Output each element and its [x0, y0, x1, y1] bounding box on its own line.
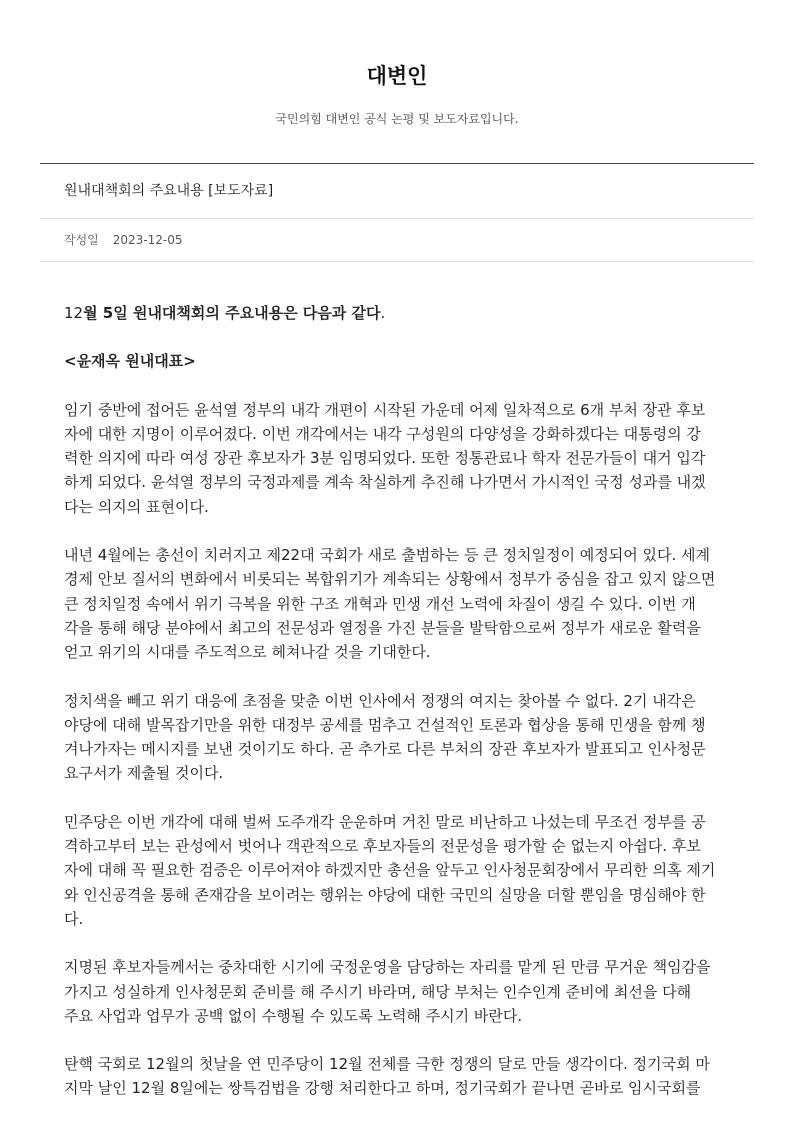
site-description: 국민의힘 대변인 공식 논평 및 보도자료입니다. — [275, 112, 519, 126]
post-date: 2023-12-05 — [112, 233, 183, 247]
header-divider — [40, 163, 754, 164]
paragraph: 내년 4월에는 총선이 치러지고 제22대 국회가 새로 출범하는 등 큰 정치일정이 예정되어 있다. 세계 경제 안보 질서의 변화에서 비롯되는 복합위기가 계속되는 상황에서 정부가 중심을 잡고 있지 않으면 큰 정치일정 속에서 위기 극복을 위한 구조 개혁과 민생 개선 노력에 차질이 생길 수 있다. 이번 개 각을 통해 해당 분야에서 최고의 전문성과 열정을 가진 분들을 발탁함으로써 정부가 새로운 활력을 얻고 위기의 시대를 주도적으로 헤쳐나갈 것을 기대한다. — [64, 546, 716, 662]
article-body — [64, 301, 734, 1125]
lead-period: . — [380, 304, 386, 322]
paragraph: 민주당은 이번 개각에 대해 벌써 도주개각 운운하며 거친 말로 비난하고 나섰는데 무조건 정부를 공 격하고부터 보는 관성에서 벗어나 객관적으로 후보자들의 전문성을 평가할 순 없는지 아쉽다. 후보 자에 대해 꼭 필요한 검증은 이루어져야 하겠지만 총선을 앞두고 인사청문회장에서 무리한 의혹 제기 와 인신공격을 통해 존재감을 보이려는 행위는 야당에 대한 국민의 실망을 더할 뿐임을 명심해야 한 다. — [64, 812, 716, 928]
paragraph: 임기 중반에 접어든 윤석열 정부의 내각 개편이 시작된 가운데 어제 일차적으로 6개 부처 장관 후보 자에 대한 지명이 이루어졌다. 이번 개각에서는 내각 구성원의 다양성을 강화하겠다는 대통령의 강 력한 의지에 따라 여성 장관 후보자가 3분 임명되었다. 또한 정통관료나 학자 전문가들이 대거 입각 하게 되었다. 윤석열 정부의 국정과제를 계속 착실하게 추진해 나가면서 가시적인 국정 성과를 내겠 다는 의지의 표현이다. — [64, 400, 706, 516]
section-heading: <윤재옥 원내대표> — [64, 352, 196, 371]
paragraph: 정치색을 빼고 위기 대응에 초점을 맞춘 이번 인사에서 정쟁의 여지는 찾아볼 수 없다. 2기 내각은 야당에 대해 발목잡기만을 위한 대정부 공세를 멈추고 건설적인 토론과 협상을 통해 민생을 함께 챙 겨나가자는 메시지를 보낸 것이기도 하다. 곧 추가로 다른 부처의 장관 후보자가 발표되고 인사청문 요구서가 제출될 것이다. — [64, 691, 706, 783]
title-divider — [40, 218, 754, 219]
site-title[interactable]: 대변인 — [366, 64, 428, 88]
lead-bold-text: 월 5일 원내대책회의 주요내용은 다음과 같다 — [83, 304, 381, 322]
lead-line — [64, 301, 734, 325]
post-title: 원내대책회의 주요내용 [보도자료] — [64, 183, 274, 199]
paragraph: 지명된 후보자들께서는 중차대한 시기에 국정운영을 담당하는 자리를 맡게 된 만큼 무거운 책임감을 가지고 성실하게 인사청문회 준비를 해 주시기 바라며, 해당 부처는 인수인계 준비에 최선을 다해 주요 사업과 업무가 공백 없이 수행될 수 있도록 노력해 주시기 바란다. — [64, 958, 711, 1025]
meta-divider — [40, 261, 754, 262]
lead-number: 12 — [64, 304, 84, 322]
date-label: 작성일 — [64, 233, 99, 247]
site-header — [0, 0, 794, 127]
post-meta — [64, 231, 183, 249]
paragraph: 탄핵 국회로 12월의 첫날을 연 민주당이 12월 전체를 극한 정쟁의 달로 만들 생각이다. 정기국회 마 지막 날인 12월 8일에는 쌍특검법을 강행 처리한다고 하며, 정기국회가 끝나면 곧바로 임시국회를 — [64, 1055, 710, 1098]
